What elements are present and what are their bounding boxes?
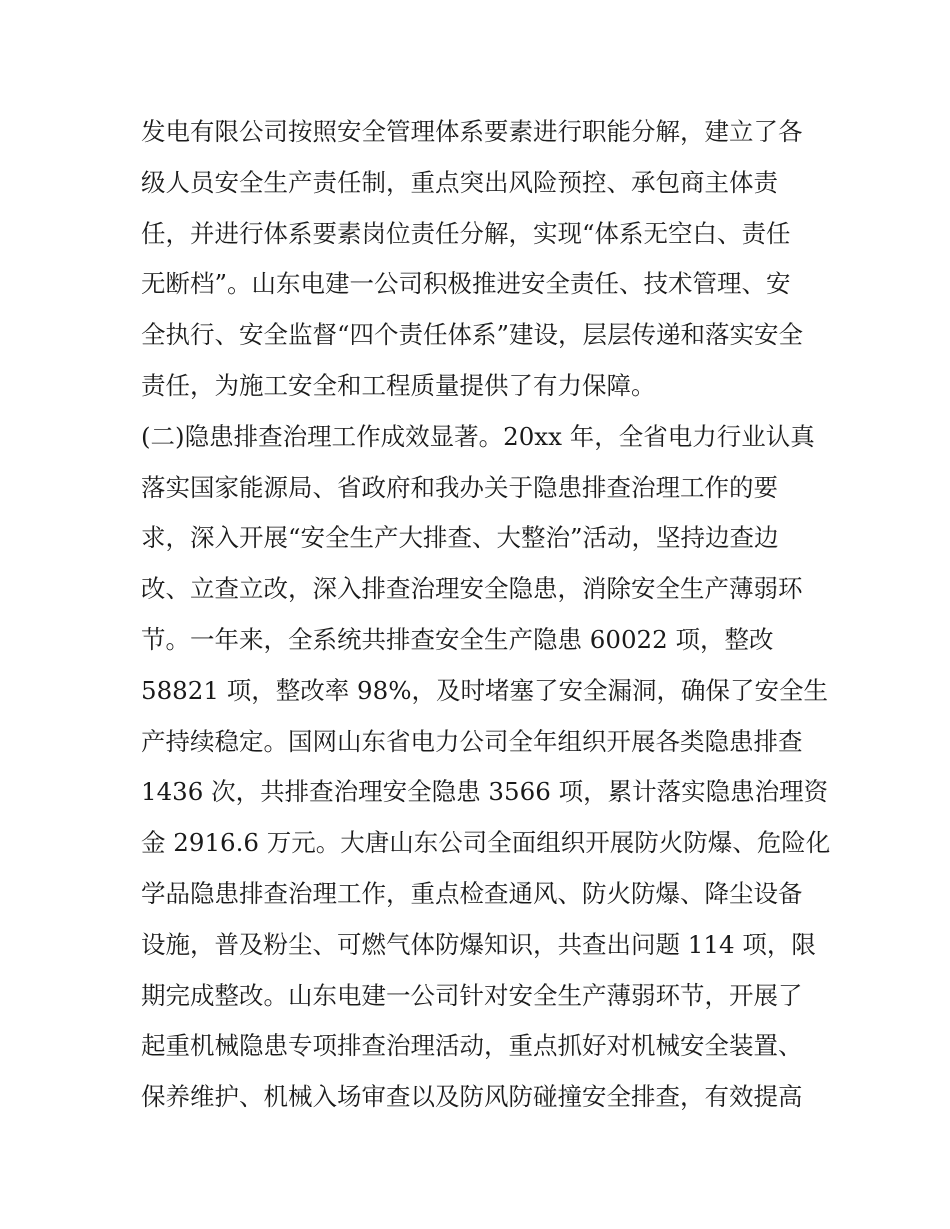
text-line: 发电有限公司按照安全管理体系要素进行职能分解，建立了各 [141, 117, 803, 146]
text-line: 学品隐患排查治理工作，重点检查通风、防火防爆、降尘设备 [141, 878, 803, 908]
text-line: 级人员安全生产责任制，重点突出风险预控、承包商主体责 [141, 167, 778, 197]
text-line: 全执行、安全监督“四个责任体系”建设，层层传递和落实安全 [141, 320, 804, 350]
text-line: 落实国家能源局、省政府和我办关于隐患排查治理工作的要 [141, 472, 778, 502]
text-line: 金 2916.6 万元。大唐山东公司全面组织开展防火防爆、危险化 [141, 828, 831, 858]
body-text [141, 107, 831, 1123]
text-line: 期完成整改。山东电建一公司针对安全生产薄弱环节，开展了 [141, 980, 803, 1010]
text-line: 改、立查立改，深入排查治理安全隐患，消除安全生产薄弱环 [141, 574, 803, 604]
text-line: 任，并进行体系要素岗位责任分解，实现“体系无空白、责任 [141, 218, 791, 248]
text-line: 无断档”。山东电建一公司积极推进安全责任、技术管理、安 [141, 269, 791, 299]
text-line: 1436 次，共排查治理安全隐患 3566 项，累计落实隐患治理资 [141, 777, 829, 807]
text-line: 求，深入开展“安全生产大排查、大整治”活动，坚持边查边 [141, 523, 779, 553]
text-line: 设施，普及粉尘、可燃气体防爆知识，共查出问题 114 项，限 [141, 929, 816, 959]
text-line: 产持续稳定。国网山东省电力公司全年组织开展各类隐患排查 [141, 726, 803, 756]
text-line: 保养维护、机械入场审查以及防风防碰撞安全排查，有效提高 [141, 1082, 803, 1112]
text-line: 责任，为施工安全和工程质量提供了有力保障。 [141, 370, 656, 400]
section-heading-line: (二)隐患排查治理工作成效显著。20xx 年，全省电力行业认真 [141, 421, 815, 451]
text-line: 58821 项，整改率 98%，及时堵塞了安全漏洞，确保了安全生 [141, 675, 828, 705]
text-line: 节。一年来，全系统共排查安全生产隐患 60022 项，整改 [141, 624, 774, 654]
text-line: 起重机械隐患专项排查治理活动，重点抓好对机械安全装置、 [141, 1031, 803, 1061]
